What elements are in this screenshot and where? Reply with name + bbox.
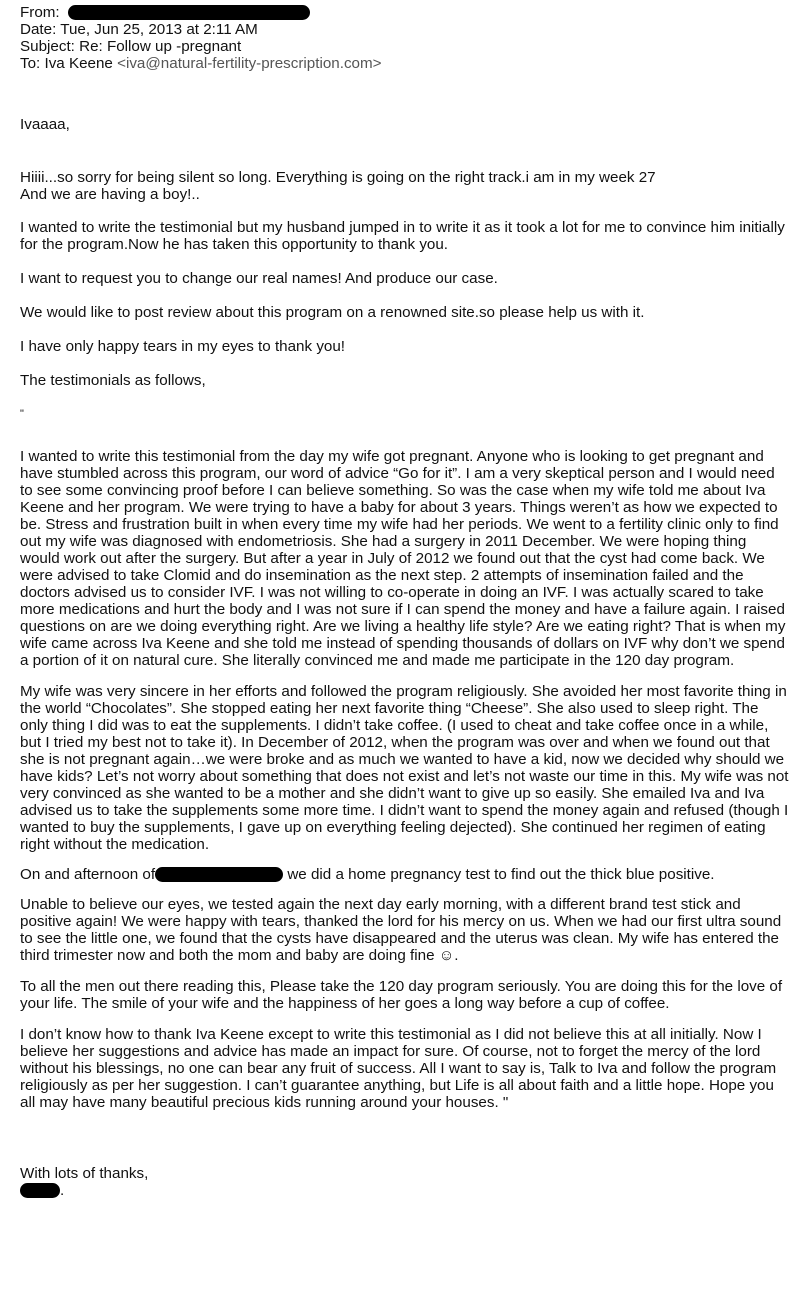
signature-line [20,1182,790,1199]
testimonial-paragraph-6: I don’t know how to thank Iva Keene except to write this testimonial as I did not believe this at all initially. Now I believe her suggestions and advice has made an impact for sure. Of course, not to forget the mercy of the lord without his blessings, no one can bear any fruit of success. All I want to say is, Talk to Iva and follow the program religiously as per her suggestion. I can’t guarantee anything, but Life is all about faith and a little hope. Hope you all may have many beautiful precious kids running around your houses. " [20,1026,777,1111]
from-label: From: [20,4,60,21]
testimonial-paragraph-2: My wife was very sincere in her efforts and followed the program religiously. She avoided her most favorite thing in the world “Chocolates”. She stopped eating her next favorite thing “Cheese”. She also used to sleep right. The only thing I did was to eat the supplements. I didn’t take coffee. (I used to cheat and take coffee once in a while, but I tried my best not to take it). In December of 2012, when the program was over and when we found out that she is not pregnant again…we were broke and as much we wanted to have a kid, now we decided why should we have kids? Let’s not worry about something that does not exist and let’s not waste our time in this. My wife was not very convinced as she wanted to be a mother and she didn’t want to give up so easily. She emailed Iva and Iva advised us to take the supplements some more time. I didn’t want to spend the money again and refused (though I wanted to buy the supplements, I gave up on everything feeling dejected). She continued her regimen of eating right without the medication. [20,683,789,853]
intro-paragraph [20,169,790,203]
paragraph-happy-tears: I have only happy tears in my eyes to thank you! [20,338,346,355]
greeting: Ivaaaa, [20,116,70,133]
to-label: To: Iva Keene [20,55,118,72]
paragraph-testimonial-note: I wanted to write the testimonial but my husband jumped in to write it as it took a lot for me to convince him initially for the program.Now he has taken this opportunity to thank you. [20,219,785,253]
testimonial-paragraph-1: I wanted to write this testimonial from the day my wife got pregnant. Anyone who is looking to get pregnant and have stumbled across this program, our word of advice “Go for it”. I am a very skeptical person and I would need to see some convincing proof before I can believe something. So was the case when my wife told me about Iva Keene and her program. We were trying to have a baby for about 3 years. Things weren’t as how we expected to be. Stress and frustration built in when every time my wife had her periods. We went to a fertility clinic only to find out my wife was diagnosed with endometriosis. She had a surgery in 2011 December. We were hoping thing would work out after the surgery. But after a year in July of 2012 we found out that the cyst had come back. We were advised to take Clomid and do insemination as the next step. 2 attempts of insemination failed and the doctors advised us to consider IVF. I was not willing to co-operate in doing an IVF. I was actually scared to take more medications and hurt the body and I was not sure if I can spend the money and have a failure again. I raised questions on are we doing everything right. Are we living a healthy life style? Are we eating right? That is when my wife came across Iva Keene and she told me instead of spending thousands of dollars on IVF why don’t we spend a portion of it on natural cure. She literally convinced me and made me participate in the 120 day program. [20,448,786,669]
intro-line-2: And we are having a boy!.. [20,186,200,203]
testimonial-paragraph-5: To all the men out there reading this, Please take the 120 day program seriously. You are doing this for the love of your life. The smile of your wife and the happiness of her goes a long way before a cup of coffee. [20,978,783,1012]
paragraph-post-review: We would like to post review about this program on a renowned site.so please help us with it. [20,304,645,321]
intro-line-1: Hiiii...so sorry for being silent so long. Everything is going on the right track.i am in my week 27 [20,169,656,186]
redacted-date [155,867,283,882]
t3-text-post: we did a home pregnancy test to find out the thick blue positive. [283,866,715,883]
email-document [20,4,790,1199]
redacted-sender [68,5,310,20]
quote-open: " [20,408,24,420]
to-line [20,55,790,72]
paragraph-change-names: I want to request you to change our real names! And produce our case. [20,270,498,287]
closing: With lots of thanks, [20,1165,149,1182]
paragraph-testimonials-intro: The testimonials as follows, [20,372,206,389]
email-header [20,4,790,72]
redacted-signature [20,1183,60,1198]
subject-line: Subject: Re: Follow up -pregnant [20,38,242,55]
date-line: Date: Tue, Jun 25, 2013 at 2:11 AM [20,21,258,38]
signature-dot: . [60,1182,65,1199]
t3-text-pre: On and afternoon of [20,866,156,883]
testimonial-paragraph-4: Unable to believe our eyes, we tested again the next day early morning, with a different brand test stick and positive again! We were happy with tears, thanked the lord for his mercy on us. When we had our first ultra sound to see the little one, we found that the cysts have disappeared and the uterus was clean. My wife has entered the third trimester now and both the mom and baby are doing fine ☺. [20,896,782,964]
from-line [20,4,790,21]
to-email: <iva@natural-fertility-prescription.com> [117,55,382,72]
testimonial-paragraph-3 [20,866,790,883]
